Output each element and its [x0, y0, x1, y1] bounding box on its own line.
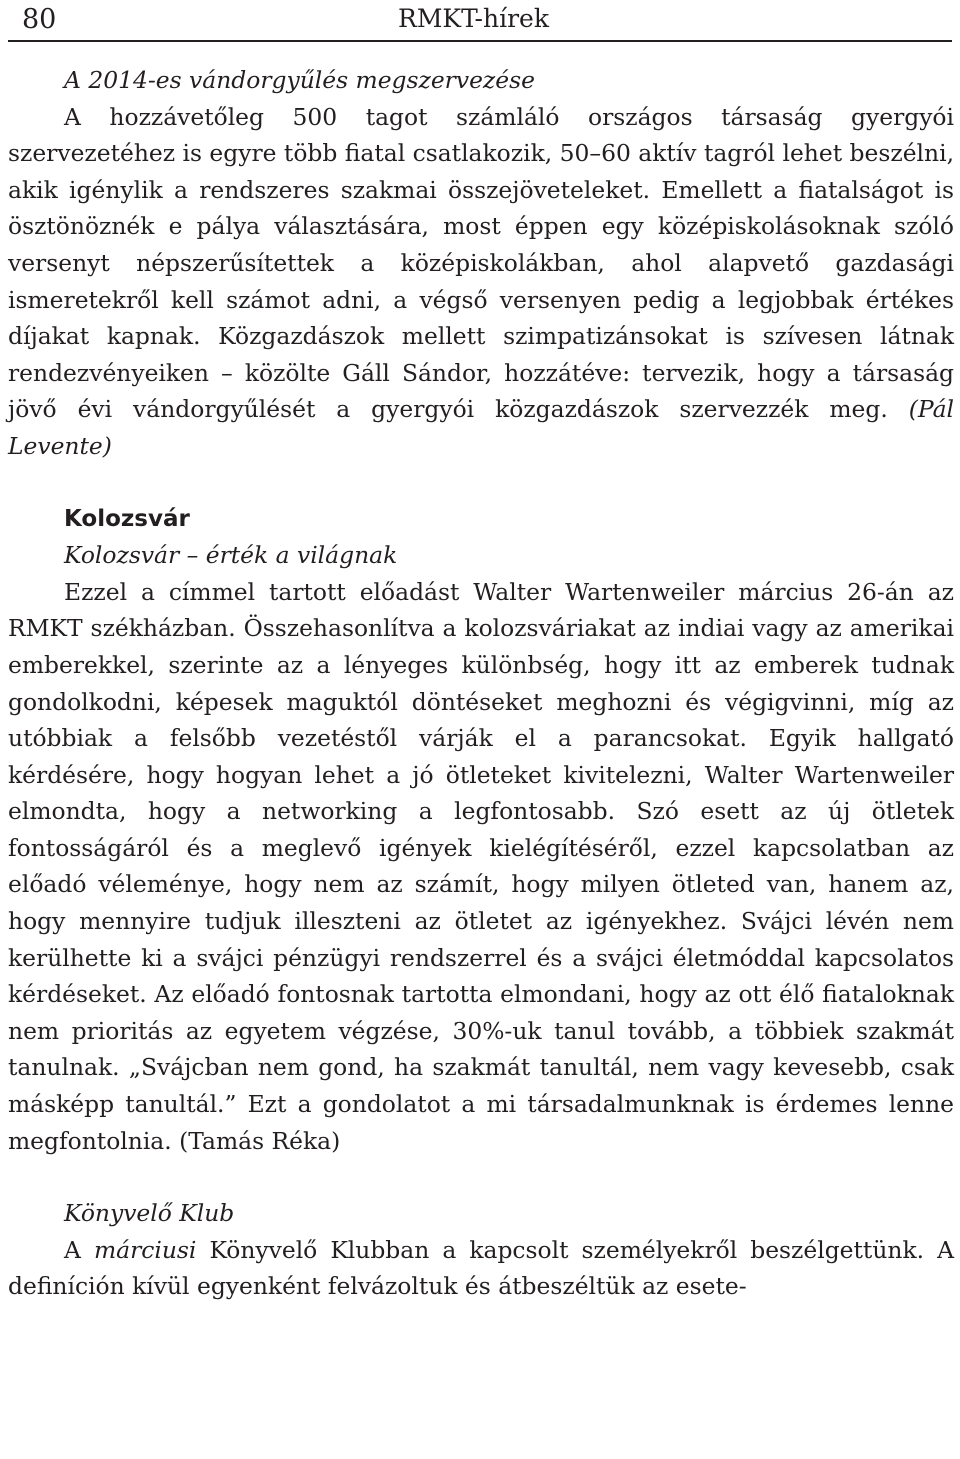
section-heading-kolozsvar: Kolozsvár	[64, 505, 190, 532]
article-content	[8, 62, 954, 1305]
section-gap	[8, 465, 954, 501]
body-text-italic: márciusi	[93, 1235, 197, 1264]
running-title: RMKT-hírek	[398, 4, 549, 33]
body-text-start: A	[64, 1235, 94, 1264]
section-body-vandorgyules	[8, 99, 954, 465]
section-body-konyvelo-klub	[8, 1232, 954, 1305]
body-text-rest: Könyvelő Klubban a kapcsolt személyekről beszélgettünk. A definíción kívül egyenként felvázoltuk és átbeszéltük az esete-	[8, 1235, 954, 1301]
author-credit: (Pál Levente)	[8, 395, 954, 460]
section-subtitle-konyvelo-klub: Könyvelő Klub	[64, 1199, 235, 1228]
section-subtitle-vandorgyules: A 2014-es vándorgyűlés megszervezése	[64, 66, 535, 94]
section-body-kolozsvar: Ezzel a címmel tartott előadást Walter Wartenweiler március 26-án az RMKT székházban. Összehasonlítva a kolozsváriakat az indiai vagy az amerikai emberekkel, szerinte az a lényeges különbség, hogy itt az emberek tudnak gondolkodni, képesek maguktól döntéseket meghozni és végigvinni, míg az utóbbiak a felsőbb vezetéstől várják el a parancsokat. Egyik hallgató kérdésére, hogy hogyan lehet a jó ötleteket kivitelezni, Walter Wartenweiler elmondta, hogy a networking a legfontosabb. Szó esett az új ötletek fontosságáról és a meglevő igények kielégítéséről, ezzel kapcsolatban az előadó véleménye, hogy nem az számít, hogy milyen ötleted van, hanem az, hogy mennyire tudjuk illeszteni az ötletet az igényekhez. Svájci lévén nem kerülhette ki a svájci pénzügyi rendszerrel és a svájci életmóddal kapcsolatos kérdéseket. Az előadó fontosnak tartotta elmondani, hogy az ott élő fiataloknak nem prioritás az egyetem végzése, 30%-uk tanul tovább, a többiek szakmát tanulnak. „Svájcban nem gond, ha szakmát tanultál, nem vagy kevesebb, csak másképp tanultál.” Ezt a gondolatot a mi társadalmunknak is érdemes lenne megfontolnia. (Tamás Réka)	[8, 577, 954, 1155]
page-header	[8, 0, 952, 42]
section-gap	[8, 1159, 954, 1195]
body-text: A hozzávetőleg 500 tagot számláló országos társaság gyergyói szervezetéhez is egyre több fiatal csatlakozik, 50–60 aktív tagról lehet beszélni, akik igénylik a rendszeres szakmai összejöveteleket. Emellett a fiatalságot is ösztönöznék e pálya választására, most éppen egy középiskolásoknak szóló versenyt népszerűsítettek a középiskolákban, ahol alapvető gazdasági ismeretekről kell számot adni, a végső versenyen pedig a legjobbak értékes díjakat kapnak. Közgazdászok mellett szimpatizánsokat is szívesen látnak rendezvényeiken – közölte Gáll Sándor, hozzátéve: tervezik, hogy a társaság jövő évi vándorgyűlését a gyergyói közgazdászok szervezzék meg.	[8, 102, 954, 424]
page-number: 80	[22, 4, 57, 35]
section-subtitle-kolozsvar: Kolozsvár – érték a világnak	[64, 541, 398, 570]
